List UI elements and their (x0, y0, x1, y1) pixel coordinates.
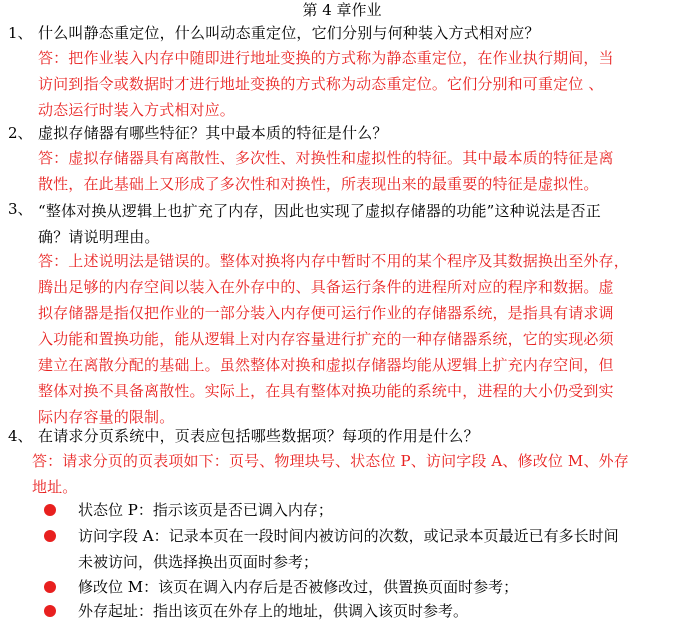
answer-4-line-1: 答：请求分页的页表项如下：页号、物理块号、状态位 P、访问字段 A、修改位 M、外存 (32, 452, 629, 470)
answer-2-line-2: 散性，在此基础上又形成了多次性和对换性，所表现出来的最重要的特征是虚拟性。 (38, 175, 599, 193)
bullet-2-line-2: 未被访问，供选择换出页面时参考； (78, 553, 319, 571)
question-2-line-1: 虚拟存储器有哪些特征？其中最本质的特征是什么？ (38, 124, 388, 142)
page-title: 第 4 章作业 (302, 1, 382, 19)
bullet-dot-icon (44, 581, 56, 593)
bullet-3-line-1: 修改位 M：该页在调入内存后是否被修改过，供置换页面时参考； (78, 578, 519, 596)
bullet-item-status-bit (78, 497, 678, 523)
answer-3-line-5: 建立在离散分配的基础上。虽然整体对换和虚拟存储器均能从逻辑上扩充内存空间，但 (38, 356, 614, 374)
answer-2 (38, 145, 678, 197)
question-1-number: 1、 (8, 24, 33, 42)
answer-3-line-1: 答：上述说明法是错误的。整体对换将内存中暂时不用的某个程序及其数据换出至外存， (38, 252, 629, 270)
bullet-4-line-1: 外存起址：指出该页在外存上的地址，供调入该页时参考。 (78, 602, 469, 620)
question-3-line-1: “整体对换从逻辑上也扩充了内存，因此也实现了虚拟存储器的功能”这种说法是否正 (38, 202, 601, 220)
answer-3-line-6: 整体对换不具备离散性。实际上，在具有整体对换功能的系统中，进程的大小仍受到实 (38, 382, 614, 400)
bullet-dot-icon (44, 530, 56, 542)
question-2-number: 2、 (8, 124, 33, 142)
bullet-item-external-address (78, 598, 678, 624)
question-4-number: 4、 (8, 427, 33, 445)
bullet-dot-icon (44, 504, 56, 516)
answer-3-line-4: 入功能和置换功能，能从逻辑上对内存容量进行扩充的一种存储器系统，它的实现必须 (38, 330, 614, 348)
answer-1-line-2: 访问到指令或数据时才进行地址变换的方式称为动态重定位。它们分别和可重定位 、 (38, 75, 604, 93)
answer-3-line-7: 际内存容量的限制。 (38, 408, 175, 426)
bullet-1-line-1: 状态位 P：指示该页是否已调入内存； (78, 501, 333, 519)
answer-2-line-1: 答：虚拟存储器具有离散性、多次性、对换性和虚拟性的特征。其中最本质的特征是离 (38, 149, 614, 167)
question-2-text (38, 122, 678, 144)
answer-1-line-1: 答：把作业装入内存中随即进行地址变换的方式称为静态重定位，在作业执行期间，当 (38, 49, 614, 67)
bullet-item-modify-bit (78, 574, 678, 600)
answer-3 (38, 248, 678, 430)
answer-3-line-3: 拟存储器是指仅把作业的一部分装入内存便可运行作业的存储器系统，是指具有请求调 (38, 304, 614, 322)
answer-1-line-3: 动态运行时装入方式相对应。 (38, 101, 235, 119)
question-3-number: 3、 (8, 200, 33, 218)
bullet-2-line-1: 访问字段 A：记录本页在一段时间内被访问的次数，或记录本页最近已有多长时间 (78, 527, 619, 545)
answer-1 (38, 45, 678, 123)
bullet-dot-icon (44, 605, 56, 617)
question-4-line-1: 在请求分页系统中，页表应包括哪些数据项？每项的作用是什么？ (38, 427, 479, 445)
question-3-line-2: 确？请说明理由。 (38, 228, 160, 246)
answer-4 (32, 448, 672, 500)
bullet-item-access-field (78, 523, 678, 575)
answer-3-line-2: 腾出足够的内存空间以装入在外存中的、具备运行条件的进程所对应的程序和数据。虚 (38, 278, 614, 296)
question-4-text (38, 425, 678, 447)
question-1-text (38, 22, 678, 44)
question-3-text (38, 198, 678, 250)
question-1-line-1: 什么叫静态重定位，什么叫动态重定位，它们分别与何种装入方式相对应？ (38, 24, 540, 42)
answer-4-line-2: 地址。 (32, 478, 78, 496)
